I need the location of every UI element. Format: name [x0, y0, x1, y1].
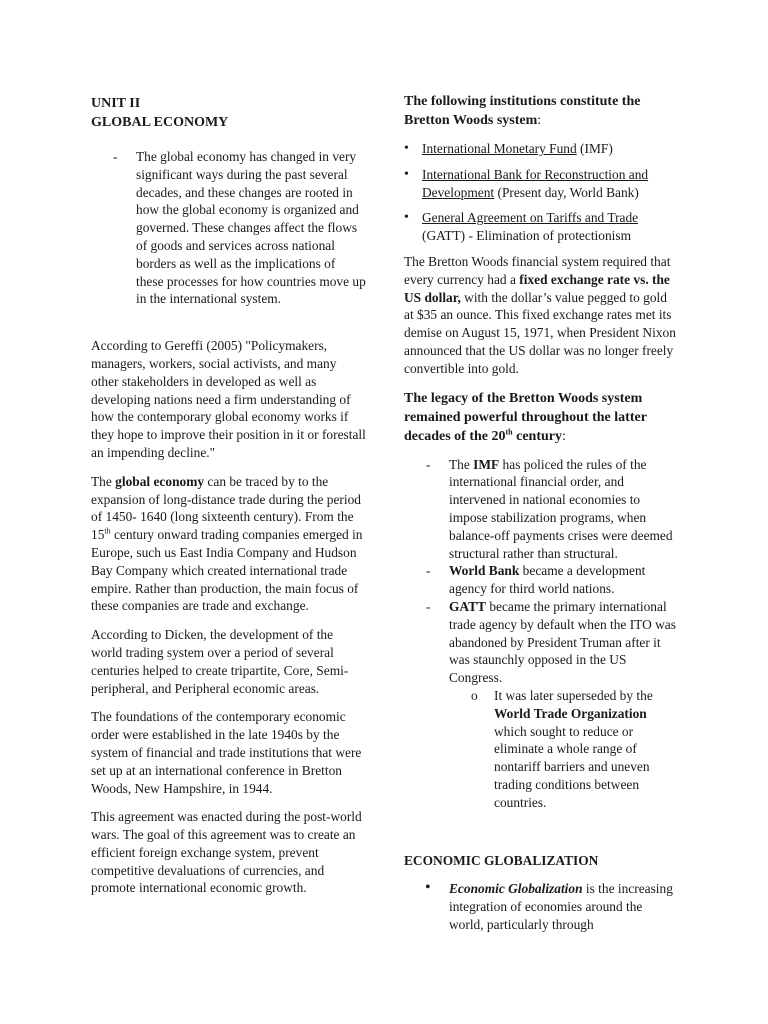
institution-link[interactable]: International Bank for Reconstruction and Development — [422, 166, 649, 200]
colon: : — [537, 113, 542, 128]
dash-marker: - — [426, 456, 431, 472]
text-run: became the primary international trade agency by default when the ITO was abandoned by President Truman after it was staunchly opposed in the US Congress. — [449, 598, 676, 686]
dicken-paragraph: According to Dicken, the development of the world trading system over a period of several centuries helped to create tripartite, Core, Semi-peripheral, and Peripheral economic areas. — [91, 627, 349, 696]
intro-item — [91, 148, 366, 308]
bold-term: fixed exchange rate vs. the US dollar, — [404, 271, 670, 305]
dash-marker: - — [113, 149, 118, 164]
page-title: GLOBAL ECONOMY — [91, 115, 229, 130]
list-item — [404, 598, 679, 687]
global-economy-paragraph — [91, 473, 366, 615]
legacy-list — [404, 456, 679, 687]
text-run: It was later superseded by the — [494, 687, 653, 703]
bold-italic-term: Economic Globalization — [449, 881, 583, 897]
dash-marker: - — [426, 563, 431, 579]
text-run: which sought to reduce or eliminate a whole range of nontariff barriers and uneven trading conditions between countries. — [494, 723, 650, 810]
bold-term: IMF — [473, 456, 500, 472]
right-column — [404, 92, 679, 934]
unit-label: UNIT II — [91, 96, 141, 111]
text-run: (Present day, World Bank) — [494, 184, 639, 200]
heading-text: The following institutions constitute the Bretton Woods system — [404, 94, 641, 128]
intro-text: The global economy has changed in very significant ways during the past several decades, and these changes are rooted in how the global economy is organized and governed. These changes affect the flows of goods and services across national borders as well as the implications of these processes for how countries move up in the international system. — [136, 149, 366, 307]
left-column — [91, 94, 366, 897]
list-item — [404, 140, 679, 158]
superscript: th — [505, 426, 513, 436]
bold-term: GATT — [449, 598, 486, 614]
list-item — [404, 166, 679, 202]
heading-text: century — [512, 428, 563, 444]
bold-term: global economy — [115, 473, 205, 489]
text-run: (GATT) - Elimination of protectionism — [422, 228, 631, 244]
text-run: (IMF) — [576, 141, 613, 156]
list-item — [404, 880, 679, 933]
text-run: with the dollar’s value pegged to gold at $35 an ounce. This fixed exchange rates met its demise on August 15, 1971, when President Nixon announced that the US dollar was no longer freely convertible into gold. — [404, 289, 676, 376]
bold-term: World Trade Organization — [494, 705, 647, 721]
institutions-heading — [404, 92, 679, 130]
text-run: century onward trading companies emerged in Europe, such us East India Company and Hudson Bay Company which created international trade empire. Rather than production, the main focus of these companies are trade and exchange. — [91, 527, 363, 614]
bullet-marker: • — [425, 879, 431, 897]
financial-system-paragraph — [404, 253, 679, 378]
colon: : — [562, 428, 566, 444]
economic-globalization-heading: ECONOMIC GLOBALIZATION — [404, 852, 599, 868]
text-run: The — [91, 473, 116, 489]
text-run: The — [449, 456, 474, 472]
bullet-marker: • — [404, 141, 409, 156]
foundations-paragraph: The foundations of the contemporary economic order were established in the late 1940s by the system of financial and trade institutions that were set up at an international conference in Bretton Woods, New Hampshire, in 1944. — [91, 709, 362, 796]
bullet-marker: • — [404, 166, 409, 182]
institution-link[interactable]: International Monetary Fund — [422, 141, 577, 156]
list-item — [404, 209, 679, 245]
list-item — [404, 456, 679, 563]
legacy-heading — [404, 389, 679, 446]
dash-marker: - — [426, 598, 431, 614]
text-run: became a development agency for third world nations. — [449, 563, 646, 597]
text-run: has policed the rules of the international financial order, and intervened in national economies to impose stabilization programs, when balance-off payments crises were deemed structural rather than structural. — [449, 456, 673, 561]
gereffi-paragraph: According to Gereffi (2005) "Policymakers, managers, workers, social activists, and many other stakeholders in developed as well as developing nations need a firm understanding of how the contemporary global economy works if they hope to improve their position in it or forestall an impending decline." — [91, 338, 366, 460]
bullet-marker: • — [404, 210, 409, 226]
bold-term: World Bank — [449, 563, 520, 579]
superscript: th — [104, 526, 111, 536]
institution-link[interactable]: General Agreement on Tariffs and Trade — [422, 210, 639, 226]
text-run: can be traced by to the expansion of long-distance trade during the period of 1450- 1640 (long sixteenth century). From the 15 — [91, 473, 361, 543]
list-item — [404, 562, 679, 598]
institutions-list — [404, 140, 679, 245]
heading-text: The legacy of the Bretton Woods system remained powerful throughout the latter decades of the 20 — [404, 390, 647, 444]
text-run: The Bretton Woods financial system required that every currency had a — [404, 253, 671, 287]
circle-marker: o — [471, 687, 478, 703]
agreement-paragraph: This agreement was enacted during the post-world wars. The goal of this agreement was to create an efficient foreign exchange system, prevent competitive devaluations of currencies, and promote international economic growth. — [91, 809, 362, 896]
globalization-list — [404, 880, 679, 933]
text-run: is the increasing integration of economies around the world, particularly through — [449, 881, 673, 932]
wto-subitem — [449, 687, 679, 812]
